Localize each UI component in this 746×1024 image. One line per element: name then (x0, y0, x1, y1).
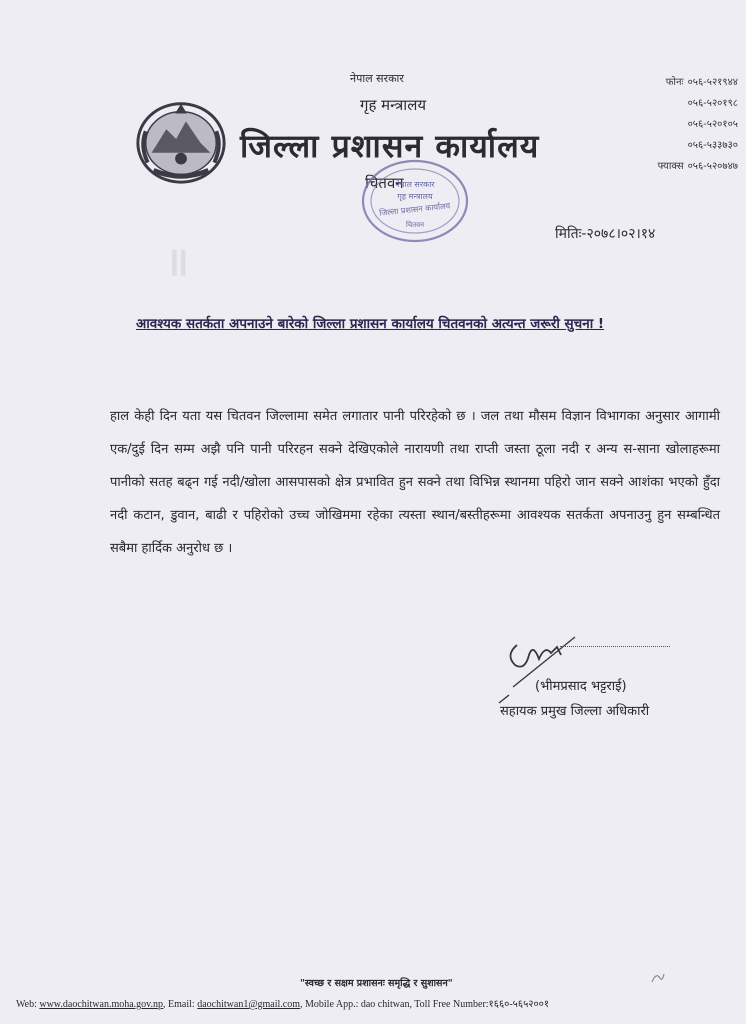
footer-contact (16, 996, 746, 1010)
letter-date: मितिः-२०७८।०२।१४ (555, 226, 656, 242)
phone-line-4 (618, 135, 738, 156)
signature-line (560, 646, 670, 647)
footer-motto: "स्वच्छ र सक्षम प्रशासनः समृद्धि र सुशासन" (300, 978, 453, 989)
phone-number: ०५६-५२०१९८ (687, 98, 738, 109)
phone-line-2 (618, 93, 738, 114)
office-stamp-icon (355, 155, 475, 247)
stamp-line-1: नेपाल सरकार (395, 180, 435, 189)
fax-number: ०५६-५२०७४७ (687, 161, 738, 172)
signatory-title: सहायक प्रमुख जिल्ला अधिकारी (500, 704, 650, 719)
phone-number: ०५६-५२०१०५ (687, 119, 738, 130)
office-title: जिल्ला प्रशासन कार्यालय (240, 127, 540, 165)
nepal-emblem-icon (132, 92, 230, 190)
fax-line (618, 156, 738, 177)
fax-label: फ्याक्स (657, 161, 684, 172)
website-link[interactable]: www.daochitwan.moha.gov.np (39, 999, 164, 1010)
stamp-line-2: गृह मन्त्रालय (397, 192, 433, 201)
phone-number: ०५६-५३३७३० (687, 140, 738, 151)
phone-line-3 (618, 114, 738, 135)
mobile-and-tollfree: , Mobile App.: dao chitwan, Toll Free Number:१६६०-५६५२००१ (300, 999, 550, 1010)
signatory-name: (भीमप्रसाद भट्टराई) (535, 679, 627, 694)
district-label: चितवन (365, 174, 404, 192)
phone-label: फोनः (665, 77, 684, 88)
notice-title: आवश्यक सतर्कता अपनाउने बारेको जिल्ला प्रशासन कार्यालय चितवनको अत्यन्त जरूरी सुचना ! (136, 316, 605, 332)
contact-block (618, 72, 738, 177)
stamp-line-4: चितवन (405, 221, 425, 229)
faint-bleed-mark: ॥ (165, 239, 189, 285)
email-label: , Email: (163, 999, 195, 1010)
ministry-label: गृह मन्त्रालय (360, 96, 427, 114)
stamp-line-3: जिल्ला प्रशासन कार्यालय (378, 201, 451, 218)
phone-number: ०५६-५२१९४४ (687, 77, 738, 88)
scribble-mark-icon (648, 968, 668, 988)
web-label: Web: (16, 999, 37, 1010)
email-link[interactable]: daochitwan1@gmail.com (197, 999, 301, 1010)
government-label: नेपाल सरकार (350, 72, 404, 85)
notice-body: हाल केही दिन यता यस चितवन जिल्लामा समेत लगातार पानी परिरहेको छ । जल तथा मौसम विज्ञान विभागका अनुसार आगामी एक/दुई दिन सम्म अझै पनि पानी परिरहन सक्ने देखिएकोले नारायणी तथा राप्ती जस्ता ठूला नदी र अन्य स-साना खोलाहरूमा पानीको सतह बढ्न गई नदी/खोला आसपासको क्षेत्र प्रभावित हुन सक्ने तथा विभिन्न स्थानमा पहिरो जान सक्ने आशंका भएको हुँदा नदी कटान, डुवान, बाढी र पहिरोको उच्च जोखिममा रहेका त्यस्ता स्थान/बस्तीहरूमा आवश्यक सतर्कता अपनाउनु हुन सम्बन्धित सबैमा हार्दिक अनुरोध छ । (110, 409, 720, 556)
phone-line-1 (618, 72, 738, 93)
